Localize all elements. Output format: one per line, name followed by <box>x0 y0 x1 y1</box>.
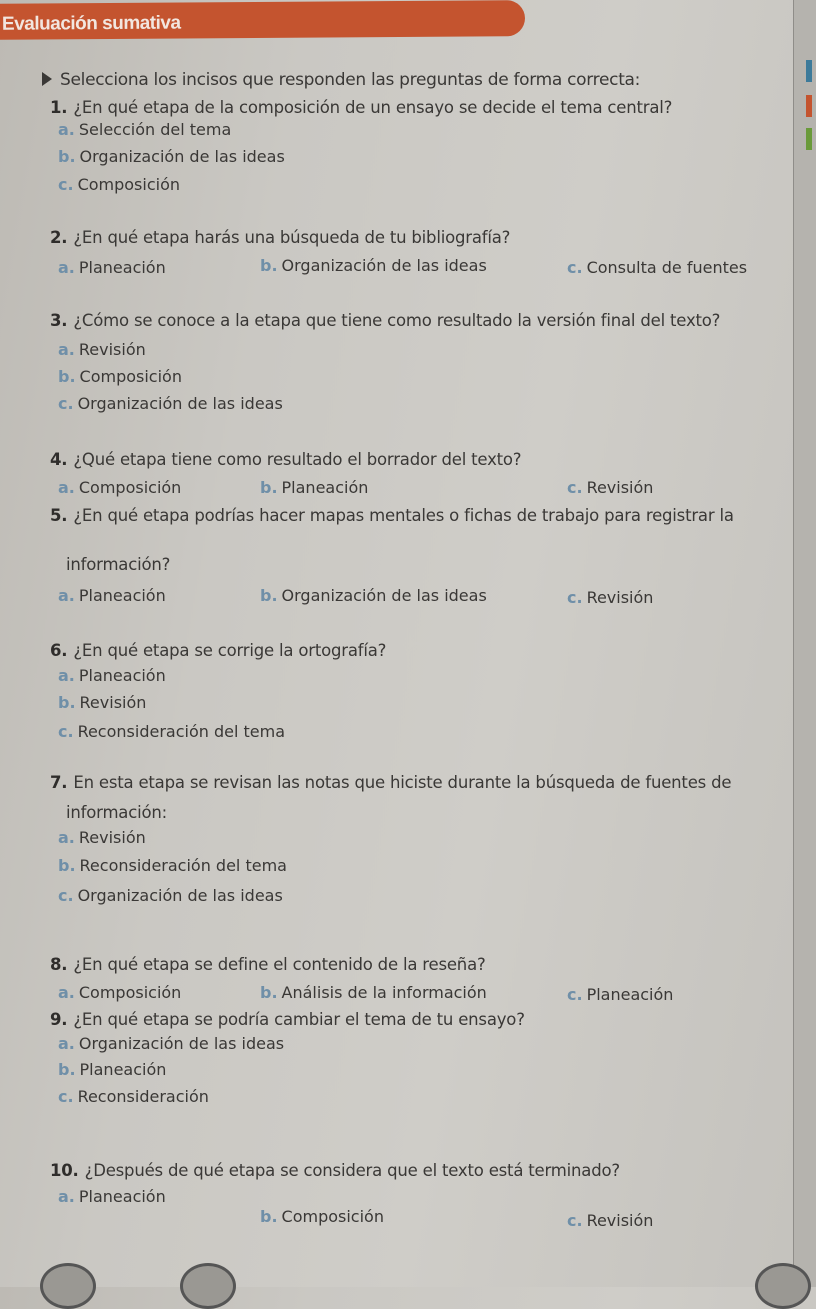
option-letter: a. <box>58 478 75 497</box>
option-letter: c. <box>58 394 74 413</box>
option-letter: c. <box>567 588 583 607</box>
option-letter: b. <box>58 147 76 166</box>
option-text: Planeación <box>78 1187 166 1206</box>
option-letter: c. <box>58 1087 74 1106</box>
answer-option[interactable] <box>58 1087 209 1107</box>
question-text: ¿Qué etapa tiene como resultado el borrador del texto? <box>73 450 522 469</box>
question-number: 5. <box>50 506 68 525</box>
option-text: Revisión <box>586 1211 654 1230</box>
answer-option[interactable] <box>58 1034 284 1054</box>
option-text: Composición <box>78 983 182 1002</box>
option-letter: a. <box>58 1187 75 1206</box>
option-text: Planeación <box>281 478 369 497</box>
answer-option[interactable] <box>58 586 166 606</box>
option-letter: b. <box>260 1207 278 1226</box>
question-text-continued: información? <box>66 555 171 574</box>
question-text: ¿En qué etapa de la composición de un ensayo se decide el tema central? <box>73 98 673 117</box>
question-text: ¿En qué etapa podrías hacer mapas mentales o fichas de trabajo para registrar la <box>73 506 734 525</box>
section-banner <box>0 0 525 40</box>
option-text: Planeación <box>586 985 674 1004</box>
option-text: Selección del tema <box>78 120 232 139</box>
option-text: Planeación <box>78 586 166 605</box>
question-4 <box>50 450 521 470</box>
answer-option[interactable] <box>58 856 287 876</box>
question-2 <box>50 228 510 248</box>
question-text-continued: información: <box>66 803 167 822</box>
question-number: 3. <box>50 311 68 330</box>
option-text: Organización de las ideas <box>77 394 283 413</box>
option-text: Organización de las ideas <box>77 886 283 905</box>
option-letter: a. <box>58 340 75 359</box>
answer-option[interactable] <box>58 722 285 742</box>
option-letter: c. <box>567 1211 583 1230</box>
question-3 <box>50 311 720 331</box>
question-number: 7. <box>50 773 68 792</box>
option-letter: c. <box>567 258 583 277</box>
section-title: Evaluación sumativa <box>1 12 181 35</box>
option-text: Planeación <box>78 666 166 685</box>
question-number: 6. <box>50 641 68 660</box>
decorative-circle <box>40 1263 96 1309</box>
answer-option[interactable] <box>58 175 180 195</box>
answer-option[interactable] <box>58 394 283 414</box>
edge-tab-green <box>806 128 812 150</box>
option-letter: b. <box>58 856 76 875</box>
answer-option[interactable] <box>567 258 747 278</box>
option-letter: b. <box>58 1060 76 1079</box>
option-text: Composición <box>78 478 182 497</box>
option-text: Reconsideración del tema <box>79 856 287 875</box>
question-number: 8. <box>50 955 68 974</box>
option-letter: b. <box>260 983 278 1002</box>
answer-option[interactable] <box>260 586 487 606</box>
question-number: 1. <box>50 98 68 117</box>
question-5 <box>50 506 734 526</box>
option-text: Organización de las ideas <box>281 586 487 605</box>
question-text: ¿En qué etapa harás una búsqueda de tu bibliografía? <box>73 228 511 247</box>
option-letter: b. <box>58 367 76 386</box>
option-text: Planeación <box>78 258 166 277</box>
option-text: Reconsideración <box>77 1087 209 1106</box>
answer-option[interactable] <box>567 1211 653 1231</box>
option-text: Revisión <box>586 588 654 607</box>
instruction-text: Selecciona los incisos que responden las preguntas de forma correcta: <box>60 70 641 90</box>
answer-option[interactable] <box>58 340 146 360</box>
answer-option[interactable] <box>58 120 231 140</box>
option-text: Revisión <box>586 478 654 497</box>
option-text: Análisis de la información <box>281 983 487 1002</box>
answer-option[interactable] <box>58 693 146 713</box>
option-text: Reconsideración del tema <box>77 722 285 741</box>
option-letter: a. <box>58 120 75 139</box>
question-8 <box>50 955 486 975</box>
option-letter: c. <box>58 175 74 194</box>
option-text: Revisión <box>78 340 146 359</box>
option-letter: a. <box>58 983 75 1002</box>
answer-option[interactable] <box>567 588 653 608</box>
option-text: Organización de las ideas <box>281 256 487 275</box>
option-text: Organización de las ideas <box>79 147 285 166</box>
answer-option[interactable] <box>58 1060 166 1080</box>
option-text: Composición <box>79 367 182 386</box>
option-letter: a. <box>58 828 75 847</box>
option-letter: b. <box>260 586 278 605</box>
answer-option[interactable] <box>58 367 182 387</box>
option-letter: b. <box>58 693 76 712</box>
question-number: 2. <box>50 228 68 247</box>
question-1 <box>50 98 672 118</box>
option-text: Revisión <box>79 693 147 712</box>
option-letter: a. <box>58 586 75 605</box>
option-text: Composición <box>281 1207 384 1226</box>
question-number: 10. <box>50 1161 79 1180</box>
edge-tab-blue <box>806 60 812 82</box>
question-number: 9. <box>50 1010 68 1029</box>
answer-option[interactable] <box>58 666 166 686</box>
answer-option[interactable] <box>58 886 283 906</box>
answer-option[interactable] <box>58 258 166 278</box>
answer-option[interactable] <box>260 983 487 1003</box>
answer-option[interactable] <box>260 478 368 498</box>
question-number: 4. <box>50 450 68 469</box>
option-letter: c. <box>567 478 583 497</box>
question-text: ¿En qué etapa se corrige la ortografía? <box>73 641 387 660</box>
option-letter: c. <box>58 886 74 905</box>
option-letter: a. <box>58 666 75 685</box>
question-6 <box>50 641 386 661</box>
question-text: ¿En qué etapa se podría cambiar el tema de tu ensayo? <box>73 1010 525 1029</box>
question-9 <box>50 1010 525 1030</box>
answer-option[interactable] <box>260 1207 384 1227</box>
option-text: Consulta de fuentes <box>586 258 748 277</box>
question-text: ¿Cómo se conoce a la etapa que tiene como resultado la versión final del texto? <box>73 311 721 330</box>
option-letter: b. <box>260 256 278 275</box>
answer-option[interactable] <box>567 985 673 1005</box>
answer-option[interactable] <box>260 256 487 276</box>
triangle-bullet-icon <box>42 72 52 86</box>
answer-option[interactable] <box>58 147 285 167</box>
option-letter: c. <box>567 985 583 1004</box>
option-text: Planeación <box>79 1060 167 1079</box>
answer-option[interactable] <box>567 478 653 498</box>
answer-option[interactable] <box>58 478 181 498</box>
edge-tab-red <box>806 95 812 117</box>
option-letter: b. <box>260 478 278 497</box>
option-text: Composición <box>77 175 181 194</box>
question-text: ¿Después de qué etapa se considera que el texto está terminado? <box>84 1161 620 1180</box>
question-text: ¿En qué etapa se define el contenido de la reseña? <box>73 955 486 974</box>
option-letter: a. <box>58 258 75 277</box>
option-letter: c. <box>58 722 74 741</box>
option-text: Organización de las ideas <box>78 1034 285 1053</box>
decorative-circle <box>180 1263 236 1309</box>
page-edge <box>793 0 816 1287</box>
decorative-circle <box>755 1263 811 1309</box>
question-7 <box>50 773 731 793</box>
question-10 <box>50 1161 620 1181</box>
instruction <box>42 70 640 90</box>
answer-option[interactable] <box>58 983 181 1003</box>
answer-option[interactable] <box>58 828 146 848</box>
option-text: Revisión <box>78 828 146 847</box>
question-text: En esta etapa se revisan las notas que hiciste durante la búsqueda de fuentes de <box>73 773 732 792</box>
answer-option[interactable] <box>58 1187 166 1207</box>
option-letter: a. <box>58 1034 75 1053</box>
